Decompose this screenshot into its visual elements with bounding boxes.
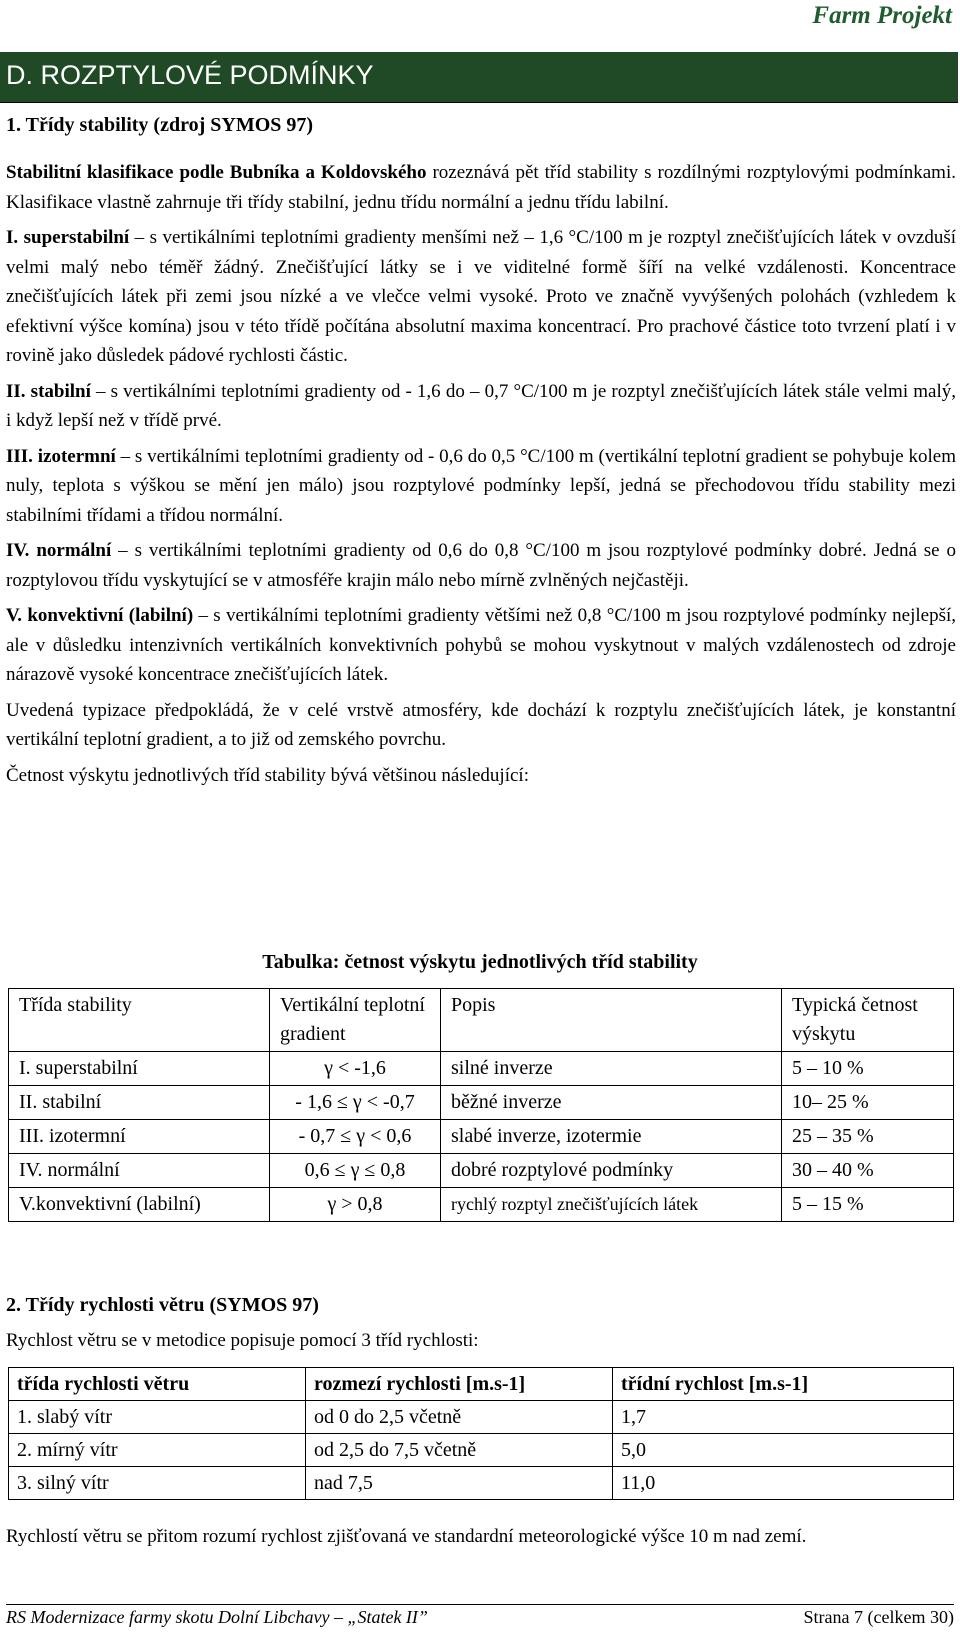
summary-paragraph: Uvedená typizace předpokládá, že v celé vrstvě atmosféry, kde dochází k rozptylu znečišťujících látek, je konstantní vertikální teplotní gradient, a to již od zemského povrchu. xyxy=(6,699,956,750)
table-cell: od 0 do 2,5 včetně xyxy=(306,1401,613,1434)
table-cell: V.konvektivní (labilní) xyxy=(9,1188,270,1222)
class-name: III. izotermní xyxy=(6,445,116,467)
class-text: – s vertikálními teplotními gradienty menšími než – 1,6 °C/100 m je rozptyl znečišťujících látek v ovzduší velmi malý nebo téměř žádný. Znečišťující látky se i ve viditelné formě šíří na velké vzdálenosti. Koncentrace znečišťujících látek při zemi jsou nízké a ve vlečce velmi vysoké. Proto ve značně vyvýšených polohách (vzhledem k efektivní výšce komína) jsou v této třídě počítána absolutní maxima koncentrací. Pro prachové částice toto tvrzení platí i v rovině jako důsledek pádové rychlosti částic. xyxy=(6,227,956,366)
footer-page-number: Strana 7 (celkem 30) xyxy=(803,1607,954,1627)
table-header-cell: Typická četnost výskytu xyxy=(782,989,954,1052)
footer-project: RS Modernizace farmy skotu Dolní Libchavy – „Statek II” xyxy=(6,1607,428,1627)
table-cell: 5 – 10 % xyxy=(782,1052,954,1086)
table-header-row xyxy=(9,1368,954,1401)
table-cell: 1,7 xyxy=(613,1401,954,1434)
table-cell: dobré rozptylové podmínky xyxy=(441,1154,782,1188)
class-text: – s vertikálními teplotními gradienty od - 0,6 do 0,5 °C/100 m (vertikální teplotní gradient se pohybuje kolem nuly, teplota s výškou se mění jen málo) jsou rozptylové podmínky lepší, jedná se přechodovou třídu stability mezi stabilními třídami a třídou normální. xyxy=(6,445,956,526)
table-header-cell: Popis xyxy=(441,989,782,1052)
table-row xyxy=(9,1154,954,1188)
section-title-bar xyxy=(0,52,958,103)
class-paragraph xyxy=(6,377,956,436)
class-name: II. stabilní xyxy=(6,380,91,402)
class-text: – s vertikálními teplotními gradienty od - 1,6 do – 0,7 °C/100 m je rozptyl znečišťujících látek stále velmi malý, i když lepší než v třídě prvé. xyxy=(6,380,956,431)
table-cell: γ < -1,6 xyxy=(270,1052,441,1086)
table-row xyxy=(9,1401,954,1434)
class-text: – s vertikálními teplotními gradienty většími než 0,8 °C/100 m jsou rozptylové podmínky nejlepší, ale v důsledku intenzivních vertikálních konvektivních pohybů se mohou vyskytnout v malých vzdálenostech od zdroje nárazově vysoké koncentrace znečišťujících látek. xyxy=(6,605,956,685)
table-cell: 5,0 xyxy=(613,1434,954,1467)
class-paragraph xyxy=(6,536,956,595)
class-name: I. superstabilní xyxy=(6,227,130,248)
table-cell: 2. mírný vítr xyxy=(9,1434,306,1467)
intro-bold: Stabilitní klasifikace podle Bubníka a Koldovského xyxy=(6,162,427,183)
class-name: V. konvektivní (labilní) xyxy=(6,605,194,626)
class-text: – s vertikálními teplotními gradienty od 0,6 do 0,8 °C/100 m jsou rozptylové podmínky dobré. Jedná se o rozptylovou třídu vyskytující se v atmosféře krajin málo nebo mírně zvlněných nejčastěji. xyxy=(6,540,957,591)
table-cell: III. izotermní xyxy=(9,1120,270,1154)
table-row xyxy=(9,1120,954,1154)
table-cell: 5 – 15 % xyxy=(782,1188,954,1222)
wind-table xyxy=(8,1367,954,1500)
table-caption: Tabulka: četnost výskytu jednotlivých tříd stability xyxy=(262,951,698,973)
table-row xyxy=(9,1467,954,1500)
class-paragraph xyxy=(6,442,956,531)
table-cell: nad 7,5 xyxy=(306,1467,613,1500)
table-cell: 11,0 xyxy=(613,1467,954,1500)
table-header-cell: třídní rychlost [m.s-1] xyxy=(613,1368,954,1401)
table-cell: slabé inverze, izotermie xyxy=(441,1120,782,1154)
table-row xyxy=(9,1052,954,1086)
table-cell: - 1,6 ≤ γ < -0,7 xyxy=(270,1086,441,1120)
table-cell: 30 – 40 % xyxy=(782,1154,954,1188)
table-cell: 3. silný vítr xyxy=(9,1467,306,1500)
class-paragraph xyxy=(6,601,956,690)
intro-text: rozeznává pět tříd stability s rozdílnými rozptylovými podmínkami. Klasifikace vlastně zahrnuje tři třídy stabilní, jednu třídu normální a jednu třídu labilní. xyxy=(6,162,956,213)
section-title: D. ROZPTYLOVÉ PODMÍNKY xyxy=(6,60,374,90)
table-header-cell: Vertikální teplotní gradient xyxy=(270,989,441,1052)
table-cell: 1. slabý vítr xyxy=(9,1401,306,1434)
header-brand: Farm Projekt xyxy=(812,2,952,29)
page-footer xyxy=(6,1604,954,1627)
table-cell: rychlý rozptyl znečišťujících látek xyxy=(441,1188,782,1222)
table-cell: silné inverze xyxy=(441,1052,782,1086)
subsection-heading-stability: 1. Třídy stability (zdroj SYMOS 97) xyxy=(6,114,314,136)
table-cell: IV. normální xyxy=(9,1154,270,1188)
table-cell: I. superstabilní xyxy=(9,1052,270,1086)
table-row xyxy=(9,1188,954,1222)
table-cell: γ > 0,8 xyxy=(270,1188,441,1222)
table-row xyxy=(9,1434,954,1467)
table-cell: - 0,7 ≤ γ < 0,6 xyxy=(270,1120,441,1154)
table-cell: II. stabilní xyxy=(9,1086,270,1120)
wind-note: Rychlostí větru se přitom rozumí rychlost zjišťovaná ve standardní meteorologické výšce 10 m nad zemí. xyxy=(6,1526,807,1547)
table-header-cell: třída rychlosti větru xyxy=(9,1368,306,1401)
table-row xyxy=(9,1086,954,1120)
table-header-cell: rozmezí rychlosti [m.s-1] xyxy=(306,1368,613,1401)
stability-table xyxy=(8,988,954,1222)
class-name: IV. normální xyxy=(6,540,112,561)
table-cell: 10– 25 % xyxy=(782,1086,954,1120)
intro-paragraph xyxy=(6,158,956,217)
table-cell: od 2,5 do 7,5 včetně xyxy=(306,1434,613,1467)
table-cell: 0,6 ≤ γ ≤ 0,8 xyxy=(270,1154,441,1188)
table-header-row xyxy=(9,989,954,1052)
subsection-heading-wind: 2. Třídy rychlosti větru (SYMOS 97) xyxy=(6,1294,319,1316)
frequency-intro: Četnost výskytu jednotlivých tříd stability bývá většinou následující: xyxy=(6,764,529,786)
stability-body xyxy=(6,158,956,796)
table-cell: běžné inverze xyxy=(441,1086,782,1120)
class-paragraph xyxy=(6,223,956,371)
wind-intro: Rychlost větru se v metodice popisuje pomocí 3 tříd rychlosti: xyxy=(6,1330,479,1351)
table-cell: 25 – 35 % xyxy=(782,1120,954,1154)
table-header-cell: Třída stability xyxy=(9,989,270,1052)
